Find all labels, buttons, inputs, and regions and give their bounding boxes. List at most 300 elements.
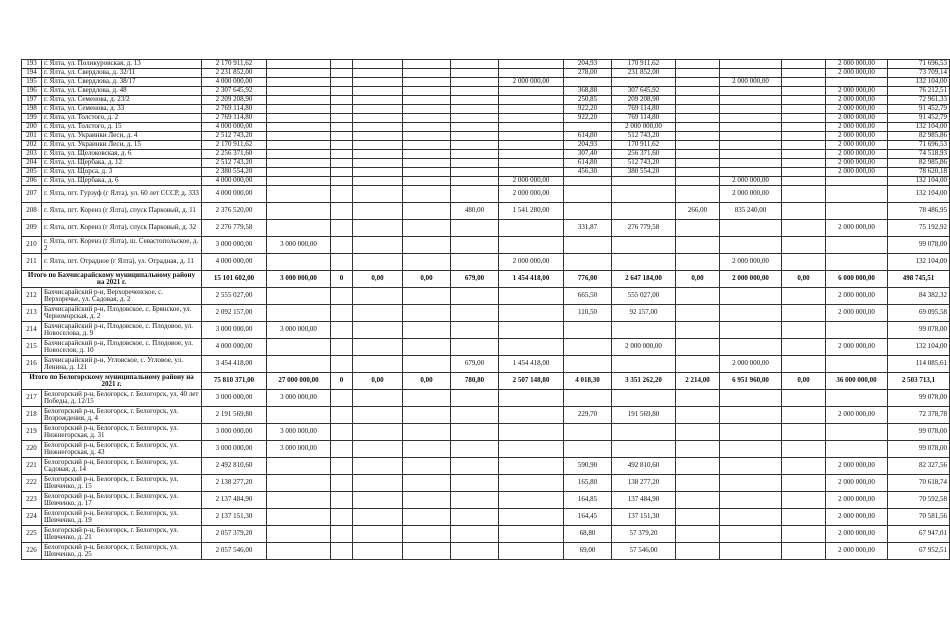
- table-row: [22, 159, 950, 168]
- subtotal-value: 776,00: [564, 271, 612, 288]
- value-cell: 590,90: [564, 458, 612, 475]
- value-cell: [353, 78, 403, 87]
- row-number: 208: [22, 203, 42, 220]
- row-number: 204: [22, 159, 42, 168]
- value-cell: [676, 543, 720, 560]
- value-cell: 170 911,62: [612, 141, 676, 150]
- value-cell: [612, 441, 676, 458]
- total-cost-cell: 2 512 743,20: [202, 159, 267, 168]
- value-cell: [499, 475, 564, 492]
- value-cell: [331, 141, 353, 150]
- value-cell: [782, 237, 826, 254]
- table-row: [22, 60, 950, 69]
- value-cell: [331, 407, 353, 424]
- value-cell: 204,93: [564, 141, 612, 150]
- value-cell: [331, 458, 353, 475]
- address-cell: г. Ялта, ул. Семенова, д. 33: [42, 105, 202, 114]
- value-cell: 69,00: [564, 543, 612, 560]
- value-cell: [676, 87, 720, 96]
- row-number: 226: [22, 543, 42, 560]
- value-cell: 2 000 000,00: [720, 186, 782, 203]
- value-cell: [676, 254, 720, 271]
- row-number: 196: [22, 87, 42, 96]
- value-cell: [353, 186, 403, 203]
- value-cell: [499, 159, 564, 168]
- value-cell: [331, 390, 353, 407]
- table-row: [22, 105, 950, 114]
- value-cell: [564, 254, 612, 271]
- row-number: 205: [22, 168, 42, 177]
- value-cell: [826, 441, 888, 458]
- value-cell: [782, 105, 826, 114]
- value-cell: [676, 356, 720, 373]
- value-cell: 380 554,20: [612, 168, 676, 177]
- value-cell: [331, 492, 353, 509]
- value-cell: [403, 114, 451, 123]
- value-cell: [353, 441, 403, 458]
- table-row: [22, 132, 950, 141]
- value-cell: [331, 87, 353, 96]
- value-cell: 2 000 000,00: [826, 87, 888, 96]
- total-cost-cell: 2 256 371,60: [202, 150, 267, 159]
- value-cell: [353, 159, 403, 168]
- value-cell: [676, 492, 720, 509]
- value-cell: [451, 141, 499, 150]
- value-cell: 99 078,00: [888, 390, 950, 407]
- table-row: [22, 441, 950, 458]
- value-cell: [353, 407, 403, 424]
- value-cell: [720, 441, 782, 458]
- value-cell: [403, 475, 451, 492]
- address-cell: г. Ялта, ул. Щелоковская, д. 6: [42, 150, 202, 159]
- value-cell: 2 000 000,00: [499, 186, 564, 203]
- value-cell: [331, 254, 353, 271]
- value-cell: [782, 288, 826, 305]
- value-cell: 164,85: [564, 492, 612, 509]
- value-cell: [451, 96, 499, 105]
- total-cost-cell: 2 380 554,20: [202, 168, 267, 177]
- value-cell: [499, 322, 564, 339]
- value-cell: 68,80: [564, 526, 612, 543]
- value-cell: [403, 87, 451, 96]
- value-cell: [676, 305, 720, 322]
- value-cell: [499, 407, 564, 424]
- value-cell: [353, 526, 403, 543]
- subtotal-label: Итого по Бахчисарайскому муниципальному району на 2021 г.: [22, 271, 202, 288]
- value-cell: 2 000 000,00: [826, 305, 888, 322]
- value-cell: [676, 150, 720, 159]
- value-cell: [267, 123, 331, 132]
- table-row: [22, 424, 950, 441]
- value-cell: [782, 114, 826, 123]
- value-cell: [676, 132, 720, 141]
- value-cell: [267, 96, 331, 105]
- value-cell: [676, 168, 720, 177]
- value-cell: [403, 237, 451, 254]
- value-cell: [676, 458, 720, 475]
- address-cell: Белогорский р-н, Белогорск, г. Белогорск, ул. Садовая, д. 14: [42, 458, 202, 475]
- value-cell: 1 454 418,00: [499, 356, 564, 373]
- value-cell: [676, 123, 720, 132]
- table-row: [22, 339, 950, 356]
- value-cell: [564, 177, 612, 186]
- total-cost-cell: 4 000 000,00: [202, 177, 267, 186]
- value-cell: 138 277,20: [612, 475, 676, 492]
- value-cell: 132 104,00: [888, 339, 950, 356]
- subtotal-value: 780,80: [451, 373, 499, 390]
- value-cell: [499, 492, 564, 509]
- address-cell: г. Ялта, пгт. Кореиз (г Ялта), спуск Парковый, д. 11: [42, 203, 202, 220]
- row-number: 198: [22, 105, 42, 114]
- value-cell: [267, 526, 331, 543]
- value-cell: [403, 424, 451, 441]
- value-cell: 82 327,56: [888, 458, 950, 475]
- value-cell: 132 104,00: [888, 123, 950, 132]
- value-cell: 2 000 000,00: [826, 168, 888, 177]
- value-cell: [782, 356, 826, 373]
- value-cell: [353, 220, 403, 237]
- value-cell: 132 104,00: [888, 186, 950, 203]
- value-cell: 78 620,18: [888, 168, 950, 177]
- total-cost-cell: 2 057 546,00: [202, 543, 267, 560]
- value-cell: [403, 96, 451, 105]
- table-row: [22, 123, 950, 132]
- value-cell: [331, 509, 353, 526]
- value-cell: [451, 177, 499, 186]
- value-cell: [720, 220, 782, 237]
- total-cost-cell: 2 276 779,58: [202, 220, 267, 237]
- value-cell: 3 000 000,00: [267, 390, 331, 407]
- value-cell: [331, 339, 353, 356]
- table-row: [22, 390, 950, 407]
- value-cell: [782, 509, 826, 526]
- value-cell: [720, 96, 782, 105]
- row-number: 202: [22, 141, 42, 150]
- subtotal-value: 0,00: [782, 271, 826, 288]
- value-cell: [403, 543, 451, 560]
- value-cell: [353, 254, 403, 271]
- value-cell: [782, 123, 826, 132]
- value-cell: [782, 424, 826, 441]
- value-cell: 74 518,93: [888, 150, 950, 159]
- value-cell: [267, 78, 331, 87]
- value-cell: [782, 150, 826, 159]
- value-cell: [499, 305, 564, 322]
- value-cell: [782, 543, 826, 560]
- value-cell: [267, 220, 331, 237]
- value-cell: [353, 458, 403, 475]
- value-cell: 276 779,58: [612, 220, 676, 237]
- total-cost-cell: 2 057 379,20: [202, 526, 267, 543]
- value-cell: [267, 186, 331, 203]
- value-cell: [403, 492, 451, 509]
- value-cell: [499, 339, 564, 356]
- row-number: 219: [22, 424, 42, 441]
- value-cell: [451, 105, 499, 114]
- value-cell: [403, 150, 451, 159]
- table-row: [22, 203, 950, 220]
- value-cell: [782, 305, 826, 322]
- value-cell: 2 000 000,00: [826, 123, 888, 132]
- value-cell: [499, 132, 564, 141]
- value-cell: [612, 322, 676, 339]
- value-cell: [451, 87, 499, 96]
- total-cost-cell: 2 512 743,20: [202, 132, 267, 141]
- value-cell: [826, 177, 888, 186]
- value-cell: [267, 543, 331, 560]
- value-cell: [403, 305, 451, 322]
- subtotal-value: 0,00: [353, 373, 403, 390]
- value-cell: [451, 458, 499, 475]
- value-cell: [499, 87, 564, 96]
- value-cell: [451, 168, 499, 177]
- value-cell: [676, 60, 720, 69]
- value-cell: 2 000 000,00: [826, 543, 888, 560]
- table-row: [22, 305, 950, 322]
- value-cell: 70 581,56: [888, 509, 950, 526]
- subtotal-value: 15 101 602,00: [202, 271, 267, 288]
- value-cell: [403, 509, 451, 526]
- value-cell: 2 000 000,00: [826, 288, 888, 305]
- value-cell: [403, 132, 451, 141]
- value-cell: [612, 390, 676, 407]
- row-number: 209: [22, 220, 42, 237]
- value-cell: [782, 220, 826, 237]
- subtotal-value: 4 018,30: [564, 373, 612, 390]
- row-number: 200: [22, 123, 42, 132]
- table-row: [22, 458, 950, 475]
- address-cell: Белогорский р-н, Белогорск, г. Белогорск, ул. Шевченко, д. 25: [42, 543, 202, 560]
- value-cell: 73 709,14: [888, 69, 950, 78]
- subtotal-value: 75 810 371,00: [202, 373, 267, 390]
- value-cell: 72 378,78: [888, 407, 950, 424]
- subtotal-value: 0,00: [782, 373, 826, 390]
- value-cell: 2 000 000,00: [826, 159, 888, 168]
- value-cell: [403, 105, 451, 114]
- table-row: [22, 543, 950, 560]
- value-cell: [353, 168, 403, 177]
- value-cell: [353, 69, 403, 78]
- value-cell: [331, 105, 353, 114]
- value-cell: [676, 509, 720, 526]
- value-cell: 114 085,61: [888, 356, 950, 373]
- subtotal-value: 0,00: [676, 271, 720, 288]
- value-cell: [720, 114, 782, 123]
- value-cell: 278,00: [564, 69, 612, 78]
- value-cell: [720, 132, 782, 141]
- total-cost-cell: 2 137 151,30: [202, 509, 267, 526]
- value-cell: [676, 141, 720, 150]
- value-cell: [403, 159, 451, 168]
- value-cell: 614,80: [564, 132, 612, 141]
- table-row: [22, 78, 950, 87]
- value-cell: 132 104,00: [888, 254, 950, 271]
- value-cell: [499, 220, 564, 237]
- value-cell: 191 569,80: [612, 407, 676, 424]
- value-cell: [782, 168, 826, 177]
- row-number: 224: [22, 509, 42, 526]
- value-cell: 512 743,20: [612, 159, 676, 168]
- value-cell: [353, 305, 403, 322]
- value-cell: 3 000 000,00: [267, 237, 331, 254]
- address-cell: г. Ялта, ул. Поликуровская, д. 13: [42, 60, 202, 69]
- value-cell: [676, 339, 720, 356]
- value-cell: [403, 78, 451, 87]
- subtotal-value: 498 745,51: [888, 271, 950, 288]
- value-cell: [353, 356, 403, 373]
- value-cell: [331, 96, 353, 105]
- value-cell: 665,50: [564, 288, 612, 305]
- value-cell: [353, 475, 403, 492]
- value-cell: [720, 492, 782, 509]
- value-cell: [782, 458, 826, 475]
- value-cell: [499, 237, 564, 254]
- value-cell: [564, 237, 612, 254]
- value-cell: [403, 141, 451, 150]
- total-cost-cell: 2 170 911,62: [202, 60, 267, 69]
- value-cell: [612, 356, 676, 373]
- value-cell: [499, 424, 564, 441]
- subtotal-value: 0: [331, 373, 353, 390]
- value-cell: [267, 60, 331, 69]
- value-cell: [720, 237, 782, 254]
- value-cell: [331, 186, 353, 203]
- value-cell: [331, 168, 353, 177]
- value-cell: [676, 105, 720, 114]
- value-cell: [267, 87, 331, 96]
- value-cell: [353, 390, 403, 407]
- value-cell: 76 212,51: [888, 87, 950, 96]
- value-cell: [353, 114, 403, 123]
- address-cell: Бахчисарайский р-н, Плодовское, с. Плодовое, ул. Новоселова, д. 9: [42, 322, 202, 339]
- value-cell: [353, 203, 403, 220]
- value-cell: 2 000 000,00: [720, 177, 782, 186]
- value-cell: [499, 60, 564, 69]
- value-cell: 2 000 000,00: [826, 96, 888, 105]
- subtotal-value: 27 000 000,00: [267, 373, 331, 390]
- value-cell: 82 985,86: [888, 132, 950, 141]
- value-cell: [676, 526, 720, 543]
- total-cost-cell: 2 376 520,00: [202, 203, 267, 220]
- total-cost-cell: 3 000 000,00: [202, 322, 267, 339]
- value-cell: 71 696,53: [888, 60, 950, 69]
- value-cell: [782, 69, 826, 78]
- value-cell: [782, 339, 826, 356]
- table-row: [22, 168, 950, 177]
- address-cell: г. Ялта, ул. Украинки Леси, д. 4: [42, 132, 202, 141]
- value-cell: [451, 339, 499, 356]
- address-cell: г. Ялта, пгт. Кореиз (г Ялта), спуск Парковый, д. 32: [42, 220, 202, 237]
- total-cost-cell: 2 170 911,62: [202, 141, 267, 150]
- total-cost-cell: 2 231 852,00: [202, 69, 267, 78]
- value-cell: [499, 526, 564, 543]
- value-cell: 2 000 000,00: [612, 123, 676, 132]
- value-cell: [403, 526, 451, 543]
- subtotal-value: 0,00: [403, 271, 451, 288]
- value-cell: [720, 105, 782, 114]
- value-cell: [499, 288, 564, 305]
- total-cost-cell: 2 492 810,60: [202, 458, 267, 475]
- value-cell: [564, 356, 612, 373]
- value-cell: [267, 69, 331, 78]
- value-cell: [676, 159, 720, 168]
- value-cell: [267, 458, 331, 475]
- table-row: [22, 407, 950, 424]
- value-cell: 170 911,62: [612, 60, 676, 69]
- value-cell: [720, 424, 782, 441]
- table-row: [22, 177, 950, 186]
- value-cell: [451, 132, 499, 141]
- value-cell: [353, 288, 403, 305]
- total-cost-cell: 4 000 000,00: [202, 123, 267, 132]
- value-cell: [403, 407, 451, 424]
- program-table: [21, 59, 950, 560]
- address-cell: г. Ялта, ул. Свердлова, д. 48: [42, 87, 202, 96]
- value-cell: 2 000 000,00: [499, 254, 564, 271]
- value-cell: [826, 356, 888, 373]
- value-cell: [267, 339, 331, 356]
- value-cell: 2 000 000,00: [826, 220, 888, 237]
- row-number: 221: [22, 458, 42, 475]
- value-cell: [331, 150, 353, 159]
- table-row: [22, 492, 950, 509]
- value-cell: 2 000 000,00: [826, 509, 888, 526]
- value-cell: [451, 237, 499, 254]
- value-cell: [331, 69, 353, 78]
- value-cell: 137 151,30: [612, 509, 676, 526]
- value-cell: [499, 96, 564, 105]
- value-cell: [720, 509, 782, 526]
- value-cell: 69 095,58: [888, 305, 950, 322]
- value-cell: [331, 159, 353, 168]
- value-cell: [564, 78, 612, 87]
- value-cell: [451, 322, 499, 339]
- row-number: 197: [22, 96, 42, 105]
- value-cell: [353, 150, 403, 159]
- total-cost-cell: 2 191 569,80: [202, 407, 267, 424]
- value-cell: [782, 475, 826, 492]
- value-cell: [782, 390, 826, 407]
- value-cell: 368,88: [564, 87, 612, 96]
- value-cell: [451, 254, 499, 271]
- value-cell: [720, 69, 782, 78]
- value-cell: [826, 390, 888, 407]
- value-cell: 2 000 000,00: [720, 356, 782, 373]
- value-cell: [720, 543, 782, 560]
- value-cell: [451, 288, 499, 305]
- total-cost-cell: 2 307 645,92: [202, 87, 267, 96]
- value-cell: 84 382,32: [888, 288, 950, 305]
- value-cell: [331, 132, 353, 141]
- row-number: 211: [22, 254, 42, 271]
- value-cell: [720, 168, 782, 177]
- value-cell: 132 104,00: [888, 177, 950, 186]
- value-cell: 75 192,92: [888, 220, 950, 237]
- value-cell: [720, 123, 782, 132]
- value-cell: 82 985,86: [888, 159, 950, 168]
- value-cell: [331, 356, 353, 373]
- value-cell: 679,00: [451, 356, 499, 373]
- subtotal-value: 0,00: [403, 373, 451, 390]
- address-cell: г. Ялта, ул. Семенова, д. 23/2: [42, 96, 202, 105]
- subtotal-row: [22, 271, 950, 288]
- value-cell: [267, 177, 331, 186]
- value-cell: 209 208,90: [612, 96, 676, 105]
- value-cell: [612, 237, 676, 254]
- address-cell: Бахчисарайский р-н, Плодовское, с. Брянское, ул. Черноморская, д. 2: [42, 305, 202, 322]
- value-cell: [676, 424, 720, 441]
- address-cell: г. Ялта, ул. Щорса, д. 3: [42, 168, 202, 177]
